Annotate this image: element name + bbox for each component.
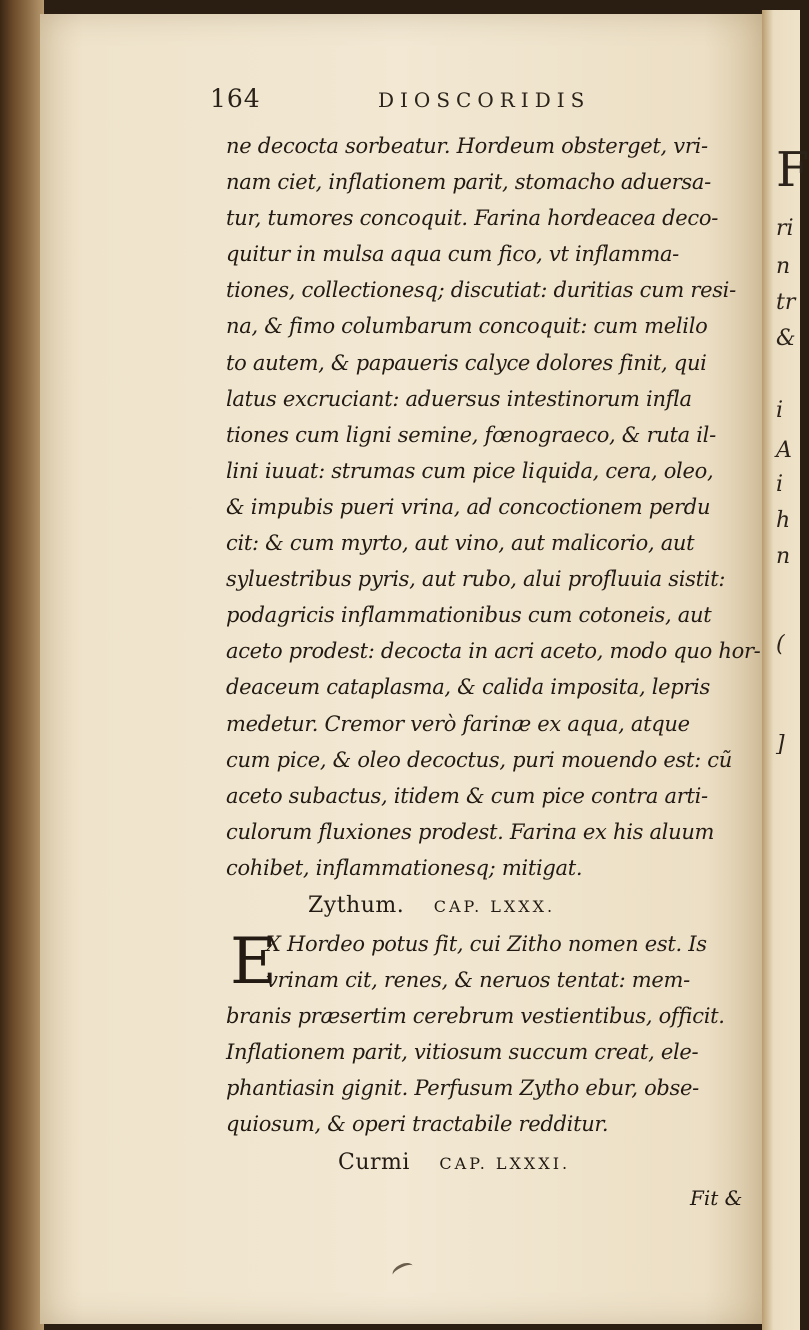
facing-page-glyph: i — [776, 398, 784, 423]
text-line: medetur. Cremor verò farinæ ex aqua, atque — [226, 711, 690, 736]
text-line: syluestribus pyris, aut rubo, alui profluuia sistit: — [226, 567, 726, 592]
text-line: latus excruciant: aduersus intestinorum infla — [226, 386, 692, 411]
text-line: podagricis inflammationibus cum cotoneis, aut — [226, 603, 712, 628]
page-header — [210, 84, 660, 124]
facing-page-glyph: F — [776, 142, 809, 198]
text-line: X Hordeo potus fit, cui Zitho nomen est. Is — [266, 931, 707, 956]
text-line: deaceum cataplasma, & calida imposita, lepris — [226, 675, 711, 700]
text-line: branis præsertim cerebrum vestientibus, officit. — [226, 1004, 725, 1029]
facing-page-glyph: n — [776, 254, 791, 279]
text-line: Inflationem parit, vitiosum succum creat, ele- — [226, 1040, 699, 1065]
text-line: lini iuuat: strumas cum pice liquida, cera, oleo, — [226, 458, 714, 483]
text-line: tiones cum ligni semine, fœnograeco, & ruta il- — [226, 422, 716, 447]
text-line: vrinam cit, renes, & neruos tentat: mem- — [266, 968, 690, 993]
text-line: to autem, & papaueris calyce dolores finit, qui — [226, 350, 707, 375]
section-heading — [226, 886, 756, 926]
facing-page-glyph: n — [776, 544, 791, 569]
text-line: cum pice, & oleo decoctus, puri mouendo est: cũ — [226, 747, 732, 772]
facing-page-glyph: tr — [776, 290, 796, 315]
chapter-number: CAP. LXXX. — [433, 896, 556, 916]
text-line: nam ciet, inflationem parit, stomacho aduersa- — [226, 170, 711, 195]
catchword: Fit & — [690, 1186, 743, 1210]
facing-page-glyph: ri — [776, 216, 794, 241]
text-line: na, & fimo columbarum concoquit: cum melilo — [226, 314, 708, 339]
text-line: quiosum, & operi tractabile redditur. — [226, 1112, 609, 1137]
section-title: Zythum. — [308, 892, 405, 918]
section-heading — [226, 1143, 756, 1183]
running-title: DIOSCORIDIS — [378, 88, 591, 112]
book-edge-left — [0, 0, 44, 1330]
facing-page-glyph: i — [776, 472, 784, 497]
text-line: tiones, collectionesq; discutiat: duritias cum resi- — [226, 278, 736, 303]
text-line: phantiasin gignit. Perfusum Zytho ebur, obse- — [226, 1076, 699, 1101]
drop-cap: E — [230, 924, 277, 999]
text-line: cohibet, inflammationesq; mitigat. — [226, 855, 583, 880]
facing-page-glyph: & — [776, 326, 796, 351]
text-line: culorum fluxiones prodest. Farina ex his aluum — [226, 819, 715, 844]
text-block — [226, 128, 761, 1183]
text-line: quitur in mulsa aqua cum fico, vt inflamma- — [226, 242, 679, 267]
text-line: tur, tumores concoquit. Farina hordeacea deco- — [226, 206, 718, 231]
text-line: ne decocta sorbeatur. Hordeum obsterget, vri- — [226, 134, 708, 158]
paragraph-with-drop-cap — [226, 926, 756, 1143]
text-line: aceto subactus, itidem & cum pice contra arti- — [226, 783, 708, 808]
facing-page-edge — [762, 10, 809, 1330]
text-line: cit: & cum myrto, aut vino, aut malicorio, aut — [226, 531, 695, 556]
facing-page-glyph: ] — [776, 732, 785, 757]
facing-page-glyph: A — [776, 438, 792, 463]
section-title: Curmi — [338, 1149, 410, 1175]
facing-page-glyph: h — [776, 508, 791, 533]
text-line: & impubis pueri vrina, ad concoctionem perdu — [226, 494, 711, 519]
facing-page-glyph: ( — [776, 632, 785, 657]
chapter-number: CAP. LXXXI. — [439, 1153, 571, 1173]
text-line: aceto prodest: decocta in acri aceto, modo quo hor- — [226, 639, 761, 664]
page-number: 164 — [210, 84, 261, 113]
